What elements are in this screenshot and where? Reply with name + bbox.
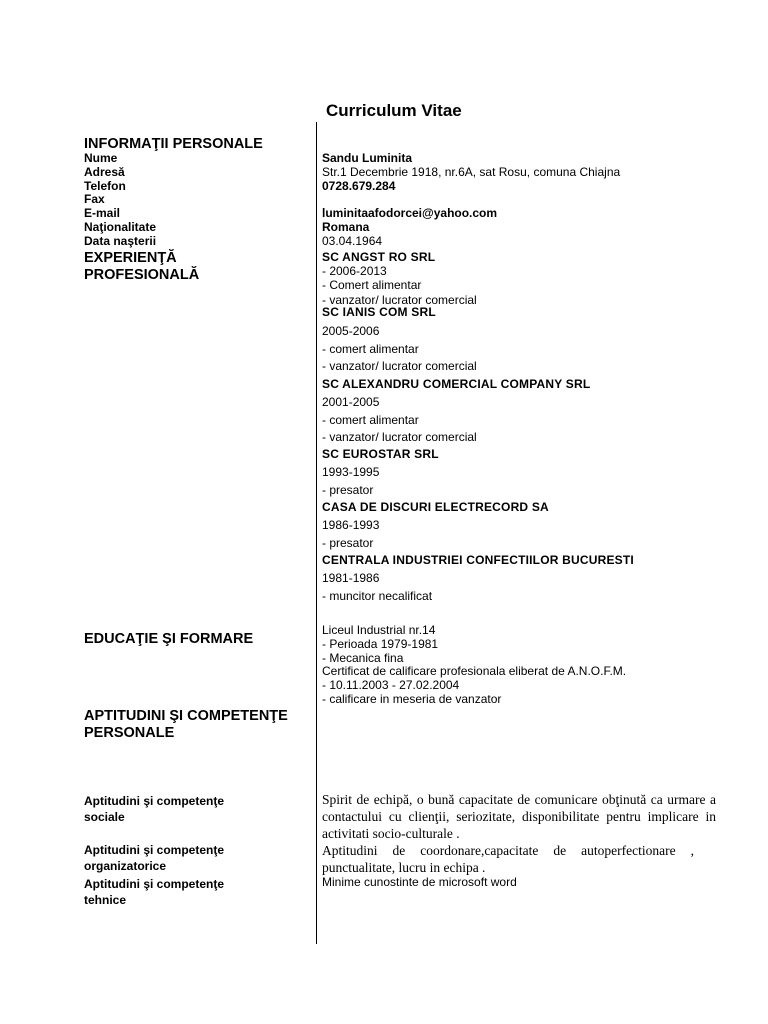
job-detail: - vanzator/ lucrator comercial bbox=[322, 293, 477, 307]
value-birthdate: 03.04.1964 bbox=[322, 233, 383, 248]
job-detail: - vanzator/ lucrator comercial bbox=[322, 359, 477, 373]
experience-heading-line1: EXPERIENŢĂ bbox=[84, 250, 177, 266]
education-line: - 10.11.2003 - 27.02.2004 bbox=[322, 678, 460, 693]
technical-skills-text: Minime cunostinte de microsoft word bbox=[322, 875, 517, 889]
education-line: Certificat de calificare profesionala eliberat de A.N.O.F.M. bbox=[322, 664, 627, 679]
job-detail: - comert alimentar bbox=[322, 413, 419, 427]
label-address: Adresă bbox=[84, 164, 125, 179]
organizational-skills-label bbox=[84, 842, 224, 874]
value-email: luminitaafodorcei@yahoo.com bbox=[322, 206, 498, 221]
education-line: Liceul Industrial nr.14 bbox=[322, 623, 436, 637]
job-company: CASA DE DISCURI ELECTRECORD SA bbox=[322, 500, 549, 514]
education-line: - calificare in meseria de vanzator bbox=[322, 691, 502, 706]
technical-skills-label bbox=[84, 876, 224, 908]
value-name: Sandu Luminita bbox=[322, 151, 412, 165]
job-period: 1981-1986 bbox=[322, 571, 380, 585]
job-company: SC IANIS COM SRL bbox=[322, 305, 436, 319]
value-phone: 0728.679.284 bbox=[322, 178, 396, 193]
value-fax bbox=[322, 193, 620, 207]
technical-skills-label-line1: Aptitudini şi competenţe bbox=[84, 877, 225, 891]
education-line: - Mecanica fina bbox=[322, 650, 404, 665]
column-divider bbox=[316, 122, 317, 944]
job-period: 2005-2006 bbox=[322, 324, 380, 338]
label-fax: Fax bbox=[84, 192, 105, 207]
job-detail: - presator bbox=[322, 483, 374, 497]
job-detail: - vanzator/ lucrator comercial bbox=[322, 430, 477, 444]
job-period: 1993-1995 bbox=[322, 465, 380, 479]
experience-heading bbox=[84, 250, 199, 284]
page-title: Curriculum Vitae bbox=[326, 101, 462, 120]
experience-heading-line2: PROFESIONALĂ bbox=[84, 267, 200, 283]
label-birthdate: Data naşterii bbox=[84, 233, 157, 248]
job-company: CENTRALA INDUSTRIEI CONFECTIILOR BUCURESTI bbox=[322, 553, 634, 567]
label-nationality: Naţionalitate bbox=[84, 219, 157, 234]
personal-info-heading: INFORMAŢII PERSONALE bbox=[84, 136, 263, 152]
job-company: SC ANGST RO SRL bbox=[322, 250, 436, 264]
skills-heading-line2: PERSONALE bbox=[84, 725, 175, 741]
value-nationality: Romana bbox=[322, 219, 370, 234]
label-phone: Telefon bbox=[84, 178, 126, 193]
label-name: Nume bbox=[84, 151, 118, 165]
value-address: Str.1 Decembrie 1918, nr.6A, sat Rosu, comuna Chiajna bbox=[322, 164, 621, 179]
education-line: - Perioada 1979-1981 bbox=[322, 636, 439, 651]
job-detail: - Comert alimentar bbox=[322, 278, 422, 292]
skills-heading bbox=[84, 708, 288, 742]
education-heading: EDUCAŢIE ŞI FORMARE bbox=[84, 631, 254, 647]
social-skills-label-line2: sociale bbox=[84, 810, 125, 824]
job-detail: - comert alimentar bbox=[322, 342, 419, 356]
job-period: 2001-2005 bbox=[322, 395, 380, 409]
organizational-skills-text: Aptitudini de coordonare,capacitate de autoperfectionare , punctualitate, lucru in echipa . bbox=[322, 843, 694, 875]
job-period: 1986-1993 bbox=[322, 518, 380, 532]
label-email: E-mail bbox=[84, 206, 121, 221]
skills-heading-line1: APTITUDINI ŞI COMPETENŢE bbox=[84, 708, 288, 724]
job-period: - 2006-2013 bbox=[322, 264, 387, 278]
personal-values bbox=[322, 152, 620, 249]
organizational-skills-label-line2: organizatorice bbox=[84, 859, 167, 873]
personal-labels bbox=[84, 152, 156, 249]
job-company: SC ALEXANDRU COMERCIAL COMPANY SRL bbox=[322, 377, 591, 391]
job-detail: - presator bbox=[322, 536, 374, 550]
job-detail: - muncitor necalificat bbox=[322, 589, 433, 603]
social-skills-label bbox=[84, 793, 224, 825]
social-skills-text: Spirit de echipă, o bună capacitate de comunicare obţinută ca urmare a contactului cu clienţii, seriozitate, disponibilitate pentru implicare in activitati socio-culturale . bbox=[322, 792, 716, 841]
organizational-skills-label-line1: Aptitudini şi competenţe bbox=[84, 843, 225, 857]
education-details bbox=[322, 624, 626, 707]
social-skills-label-line1: Aptitudini şi competenţe bbox=[84, 794, 225, 808]
technical-skills-label-line2: tehnice bbox=[84, 893, 127, 907]
job-company: SC EUROSTAR SRL bbox=[322, 447, 439, 461]
